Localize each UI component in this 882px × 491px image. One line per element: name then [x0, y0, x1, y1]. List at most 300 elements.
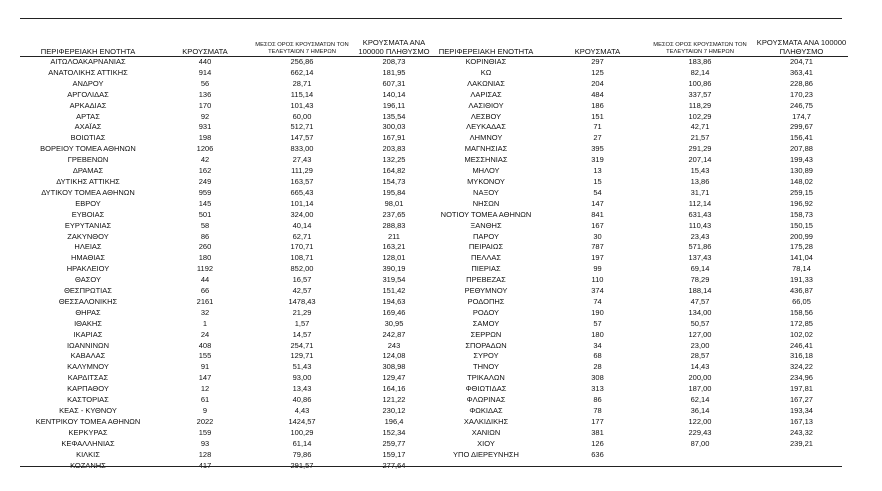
header-avg7: ΜΕΣΟΣ ΟΡΟΣ ΚΡΟΥΣΜΑΤΩΝ ΤΟΝ ΤΕΛΕΥΤΑΙΩΝ 7 ΗΜΕΡΩΝ — [254, 36, 350, 57]
cell-per100k: 158,73 — [790, 209, 813, 219]
table-row — [20, 373, 438, 384]
cell-avg7: 61,14 — [292, 438, 312, 448]
cell-cases: 99 — [593, 264, 602, 274]
cell-avg7: 50,57 — [690, 318, 710, 328]
table-row — [20, 319, 438, 330]
cell-cases: 1206 — [196, 144, 214, 154]
cell-per100k: 324,22 — [790, 362, 813, 372]
cell-cases: 24 — [200, 329, 210, 339]
cell-per100k: 78,14 — [792, 264, 811, 274]
table-row — [20, 351, 438, 362]
cell-cases: 180 — [198, 253, 212, 263]
cell-region: ΘΑΣΟΥ — [75, 275, 101, 285]
cell-region: ΣΑΜΟΥ — [472, 318, 500, 328]
table-row — [422, 188, 848, 199]
cell-avg7: 101,43 — [290, 100, 314, 110]
cell-region: ΠΑΡΟΥ — [472, 231, 499, 241]
table-row — [422, 199, 848, 210]
cell-avg7: 254,71 — [290, 340, 314, 350]
cell-cases: 92 — [200, 111, 210, 121]
cell-region: ΗΡΑΚΛΕΙΟΥ — [66, 264, 110, 274]
cell-per100k: 172,85 — [790, 318, 813, 328]
header-per100k: ΚΡΟΥΣΜΑΤΑ ΑΝΑ 100000 ΠΛΗΘΥΣΜΟ — [350, 36, 438, 57]
table-row — [422, 122, 848, 133]
cell-avg7: 137,43 — [688, 253, 712, 263]
cell-per100k: 102,02 — [790, 329, 813, 339]
cell-region: ΚΕΦΑΛΛΗΝΙΑΣ — [61, 438, 115, 448]
cell-cases: 9 — [202, 406, 208, 415]
cell-avg7: 60,00 — [292, 111, 312, 121]
cell-avg7: 147,57 — [290, 133, 314, 143]
right-table — [422, 36, 848, 461]
cell-per100k: 230,12 — [382, 406, 406, 415]
cell-cases: 2161 — [196, 296, 214, 306]
cell-avg7: 87,00 — [690, 438, 710, 448]
cell-avg7: 101,14 — [290, 198, 314, 208]
cell-region: ΠΕΛΛΑΣ — [470, 253, 502, 263]
right-table-body — [422, 57, 848, 461]
cell-per100k: 124,08 — [382, 351, 406, 361]
cell-region: ΚΕΑΣ - ΚΥΘΝΟΥ — [59, 406, 117, 415]
cell-avg7: 127,00 — [688, 329, 712, 339]
table-row — [422, 232, 848, 243]
cell-per100k: 436,87 — [790, 286, 813, 296]
cell-cases: 787 — [591, 242, 604, 252]
table-row — [422, 275, 848, 286]
cell-cases: 167 — [591, 220, 604, 230]
cell-avg7: 78,29 — [690, 275, 710, 285]
cell-avg7: 15,43 — [690, 166, 710, 176]
cell-per100k: 259,77 — [382, 438, 406, 448]
cell-avg7: 79,86 — [292, 449, 312, 459]
cell-region: ΑΡΓΟΛΙΔΑΣ — [67, 89, 109, 99]
cell-avg7: 833,00 — [290, 144, 314, 154]
cell-per100k: 164,82 — [382, 166, 406, 176]
table-row — [422, 112, 848, 123]
cell-cases: 74 — [593, 296, 602, 306]
cell-avg7: 291,57 — [290, 460, 314, 470]
cell-cases: 313 — [591, 384, 604, 394]
cell-region: ΘΕΣΣΑΛΟΝΙΚΗΣ — [58, 296, 118, 306]
table-row — [422, 166, 848, 177]
cell-region: ΡΟΔΟΠΗΣ — [467, 296, 505, 306]
cell-per100k: 195,84 — [382, 187, 406, 197]
left-table-body — [20, 57, 438, 472]
cell-cases: 1 — [202, 318, 208, 328]
table-row — [422, 210, 848, 221]
table-row — [20, 210, 438, 221]
cell-cases: 126 — [591, 438, 604, 448]
cell-cases: 197 — [591, 253, 604, 263]
cell-region: ΥΠΟ ΔΙΕΡΕΥΝΗΣΗ — [453, 449, 519, 459]
cell-cases: 57 — [593, 318, 602, 328]
cell-per100k: 156,41 — [790, 133, 813, 143]
cell-region: ΝΟΤΙΟΥ ΤΟΜΕΑ ΑΘΗΝΩΝ — [440, 209, 532, 219]
cell-region: ΣΕΡΡΩΝ — [470, 329, 502, 339]
cell-cases: 15 — [593, 176, 602, 186]
table-row — [20, 330, 438, 341]
cell-per100k: 191,33 — [790, 275, 813, 285]
cell-per100k: 234,96 — [790, 373, 813, 383]
cell-avg7: 337,57 — [688, 89, 712, 99]
cell-region: ΒΟΡΕΙΟΥ ΤΟΜΕΑ ΑΘΗΝΩΝ — [40, 144, 136, 154]
cell-per100k: 169,46 — [382, 307, 406, 317]
cell-cases: 54 — [593, 187, 602, 197]
table-row — [20, 177, 438, 188]
cell-region: ΚΕΝΤΡΙΚΟΥ ΤΟΜΕΑ ΑΘΗΝΩΝ — [35, 416, 141, 426]
cell-cases: 68 — [593, 351, 602, 361]
cell-region: ΜΕΣΣΗΝΙΑΣ — [464, 155, 508, 165]
cell-avg7: 170,71 — [290, 242, 314, 252]
cell-per100k: 121,22 — [382, 395, 406, 405]
header-region: ΠΕΡΙΦΕΡΕΙΑΚΗ ΕΝΟΤΗΤΑ — [422, 36, 550, 57]
cell-per100k: 308,98 — [382, 362, 406, 372]
cell-region: ΛΑΣΙΘΙΟΥ — [468, 100, 504, 110]
table-row — [20, 133, 438, 144]
table-row — [20, 144, 438, 155]
cell-cases: 260 — [198, 242, 212, 252]
bottom-rule — [20, 466, 842, 467]
cell-per100k: 211 — [388, 231, 400, 241]
cell-per100k: 181,95 — [382, 67, 406, 77]
cell-region: ΕΥΡΥΤΑΝΙΑΣ — [64, 220, 112, 230]
cell-per100k: 228,86 — [790, 78, 813, 88]
cell-avg7: 21,57 — [690, 133, 710, 143]
cell-per100k: 148,02 — [790, 176, 813, 186]
cell-region: ΚΑΛΥΜΝΟΥ — [67, 362, 109, 372]
cell-region: ΚΙΛΚΙΣ — [76, 449, 100, 459]
cell-per100k: 167,27 — [790, 395, 813, 405]
cell-cases: 162 — [198, 166, 212, 176]
cell-per100k: 208,73 — [382, 57, 406, 66]
cell-cases: 408 — [198, 340, 212, 350]
cell-avg7: 1,57 — [294, 318, 310, 328]
cell-region: ΘΗΡΑΣ — [75, 307, 101, 317]
table-row — [20, 417, 438, 428]
cell-region: ΑΡΚΑΔΙΑΣ — [69, 100, 107, 110]
cell-avg7: 16,57 — [292, 275, 312, 285]
cell-per100k: 193,34 — [790, 406, 813, 415]
cell-avg7: 122,00 — [688, 416, 712, 426]
cell-region: ΔΥΤΙΚΗΣ ΑΤΤΙΚΗΣ — [56, 176, 120, 186]
table-row — [20, 439, 438, 450]
cell-per100k: 196,11 — [382, 100, 406, 110]
cell-avg7: 4,43 — [294, 406, 310, 415]
cell-cases: 86 — [200, 231, 210, 241]
cell-per100k: 259,15 — [790, 187, 813, 197]
cell-cases: 58 — [200, 220, 210, 230]
cell-per100k: 196,92 — [790, 198, 813, 208]
cell-region: ΚΟΖΑΝΗΣ — [70, 460, 106, 470]
cell-avg7: 69,14 — [690, 264, 710, 274]
table-row — [422, 68, 848, 79]
cell-cases: 147 — [198, 373, 212, 383]
cell-cases: 91 — [200, 362, 210, 372]
cell-avg7: 40,14 — [292, 220, 312, 230]
table-row — [422, 155, 848, 166]
table-row — [20, 406, 438, 417]
table-row — [20, 79, 438, 90]
cell-avg7: 631,43 — [688, 209, 712, 219]
cell-avg7: 42,71 — [690, 122, 710, 132]
cell-region: ΑΝΑΤΟΛΙΚΗΣ ΑΤΤΙΚΗΣ — [48, 67, 128, 77]
cell-avg7: 100,29 — [290, 427, 314, 437]
cell-avg7: 13,43 — [292, 384, 312, 394]
cell-region: ΔΥΤΙΚΟΥ ΤΟΜΕΑ ΑΘΗΝΩΝ — [41, 187, 135, 197]
cell-region: ΒΟΙΩΤΙΑΣ — [70, 133, 106, 143]
cell-cases: 66 — [200, 286, 210, 296]
cell-cases: 27 — [593, 133, 602, 143]
cell-avg7: 1424,57 — [288, 416, 316, 426]
cell-cases: 190 — [591, 307, 604, 317]
cell-cases: 636 — [591, 449, 604, 459]
cell-cases: 170 — [198, 100, 212, 110]
cell-region: ΚΕΡΚΥΡΑΣ — [68, 427, 108, 437]
table-row — [20, 275, 438, 286]
cell-region: ΚΑΣΤΟΡΙΑΣ — [67, 395, 109, 405]
cell-per100k: 243,32 — [790, 427, 813, 437]
cell-region: ΦΘΙΩΤΙΔΑΣ — [465, 384, 507, 394]
cell-region: ΗΜΑΘΙΑΣ — [70, 253, 106, 263]
cell-per100k: 175,28 — [790, 242, 813, 252]
cell-per100k: 200,99 — [790, 231, 813, 241]
cell-avg7: 129,71 — [290, 351, 314, 361]
cell-per100k: 132,25 — [382, 155, 406, 165]
cell-avg7: 115,14 — [290, 89, 314, 99]
cell-per100k: 158,56 — [790, 307, 813, 317]
cell-cases: 159 — [198, 427, 212, 437]
cell-per100k: 242,87 — [382, 329, 406, 339]
cell-per100k: 98,01 — [384, 198, 404, 208]
cell-region: ΗΛΕΙΑΣ — [74, 242, 102, 252]
top-rule — [20, 18, 842, 19]
table-row — [20, 155, 438, 166]
cell-region: ΙΚΑΡΙΑΣ — [73, 329, 103, 339]
cell-per100k: 237,65 — [382, 209, 406, 219]
left-table — [20, 36, 438, 471]
cell-avg7: 62,71 — [292, 231, 312, 241]
cell-cases: 42 — [200, 155, 210, 165]
cell-avg7: 100,86 — [688, 78, 712, 88]
table-row — [422, 79, 848, 90]
cell-cases: 374 — [591, 286, 604, 296]
cell-cases: 186 — [591, 100, 604, 110]
table-row — [422, 450, 848, 461]
table-row — [20, 188, 438, 199]
cell-avg7: 27,43 — [292, 155, 312, 165]
table-row — [422, 362, 848, 373]
table-row — [422, 133, 848, 144]
table-row — [20, 221, 438, 232]
cell-region: ΣΥΡΟΥ — [473, 351, 499, 361]
cell-per100k: 316,18 — [790, 351, 813, 361]
cell-cases: 931 — [198, 122, 212, 132]
cell-avg7: 188,14 — [688, 286, 712, 296]
table-row — [20, 308, 438, 319]
cell-region: ΠΡΕΒΕΖΑΣ — [466, 275, 506, 285]
cell-cases: 180 — [591, 329, 604, 339]
cell-per100k: 141,04 — [790, 253, 813, 263]
cell-per100k: 196,4 — [384, 416, 404, 426]
cell-per100k: 246,75 — [790, 100, 813, 110]
table-row — [422, 286, 848, 297]
table-row — [422, 264, 848, 275]
cell-per100k: 167,13 — [790, 416, 813, 426]
cell-per100k: 243 — [387, 340, 401, 350]
cell-per100k: 66,05 — [792, 296, 811, 306]
cell-per100k: 199,43 — [790, 155, 813, 165]
cell-region: ΓΡΕΒΕΝΩΝ — [67, 155, 109, 165]
cell-cases: 61 — [200, 395, 210, 405]
cell-per100k: 299,67 — [790, 122, 813, 132]
cell-cases: 28 — [593, 362, 602, 372]
cell-per100k: 130,89 — [790, 166, 813, 176]
table-row — [422, 428, 848, 439]
table-row — [20, 57, 438, 68]
cell-region: ΛΑΚΩΝΙΑΣ — [467, 78, 505, 88]
table-row — [20, 68, 438, 79]
cell-per100k: 135,54 — [382, 111, 406, 121]
cell-avg7: 207,14 — [688, 155, 712, 165]
cell-avg7: 229,43 — [688, 427, 712, 437]
cell-per100k: 163,21 — [382, 242, 406, 252]
table-row — [20, 341, 438, 352]
cell-avg7: 111,29 — [291, 166, 313, 176]
cell-cases: 308 — [591, 373, 604, 383]
cell-region: ΧΑΝΙΩΝ — [471, 427, 501, 437]
table-row — [422, 297, 848, 308]
cell-per100k — [755, 450, 848, 461]
cell-avg7: 852,00 — [290, 264, 314, 274]
cell-cases: 440 — [198, 57, 212, 66]
cell-region: ΛΕΣΒΟΥ — [470, 111, 502, 121]
cell-per100k: 170,23 — [790, 89, 813, 99]
cell-per100k: 30,95 — [384, 318, 404, 328]
cell-cases: 204 — [591, 78, 604, 88]
table-row — [20, 166, 438, 177]
header-region: ΠΕΡΙΦΕΡΕΙΑΚΗ ΕΝΟΤΗΤΑ — [20, 36, 156, 57]
cell-avg7: 31,71 — [690, 187, 710, 197]
cell-region: ΔΡΑΜΑΣ — [72, 166, 104, 176]
cell-cases: 71 — [593, 122, 602, 132]
cell-per100k: 239,21 — [790, 438, 813, 448]
cell-region: ΧΑΛΚΙΔΙΚΗΣ — [463, 416, 509, 426]
cell-per100k: 150,15 — [790, 220, 813, 230]
cell-region: ΛΕΥΚΑΔΑΣ — [466, 122, 506, 132]
table-row — [20, 264, 438, 275]
cell-avg7: 93,00 — [292, 373, 312, 383]
cell-avg7: 82,14 — [690, 67, 710, 77]
cell-avg7: 47,57 — [690, 296, 710, 306]
cell-avg7: 183,86 — [688, 57, 712, 66]
cell-per100k: 197,81 — [790, 384, 813, 394]
cell-region: ΑΙΤΩΛΟΑΚΑΡΝΑΝΙΑΣ — [50, 57, 126, 66]
cell-region: ΡΕΘΥΜΝΟΥ — [464, 286, 508, 296]
cell-per100k: 151,42 — [382, 286, 406, 296]
cell-region: ΤΡΙΚΑΛΩΝ — [467, 373, 505, 383]
cell-cases: 125 — [591, 67, 604, 77]
cell-cases: 12 — [200, 384, 210, 394]
cell-per100k: 164,16 — [382, 384, 406, 394]
cell-per100k: 159,17 — [382, 449, 406, 459]
cell-avg7: 134,00 — [688, 307, 712, 317]
table-row — [20, 450, 438, 461]
cell-region: ΙΩΑΝΝΙΝΩΝ — [66, 340, 110, 350]
table-row — [20, 395, 438, 406]
cell-cases: 198 — [198, 133, 212, 143]
cell-avg7: 512,71 — [290, 122, 314, 132]
table-row — [422, 319, 848, 330]
cell-avg7: 112,14 — [688, 198, 712, 208]
cell-cases: 959 — [198, 187, 212, 197]
cell-avg7: 662,14 — [290, 67, 314, 77]
cell-region: ΜΥΚΟΝΟΥ — [467, 176, 505, 186]
cell-avg7: 21,29 — [292, 307, 312, 317]
table-row — [20, 90, 438, 101]
cell-cases: 297 — [591, 57, 604, 66]
cell-per100k: 288,83 — [382, 220, 406, 230]
table-row — [20, 286, 438, 297]
table-row — [422, 439, 848, 450]
cell-avg7: 23,43 — [690, 231, 710, 241]
cell-region: ΑΝΔΡΟΥ — [72, 78, 104, 88]
cell-avg7: 1478,43 — [288, 296, 316, 306]
table-row — [20, 362, 438, 373]
cell-per100k: 319,54 — [382, 275, 406, 285]
table-row — [422, 395, 848, 406]
cell-region: ΣΠΟΡΑΔΩΝ — [465, 340, 507, 350]
cell-per100k: 140,14 — [382, 89, 406, 99]
table-row — [422, 406, 848, 417]
cell-cases: 136 — [198, 89, 212, 99]
table-row — [20, 101, 438, 112]
cell-per100k: 194,63 — [382, 296, 406, 306]
cell-avg7: 163,57 — [290, 176, 314, 186]
cell-region: ΡΟΔΟΥ — [472, 307, 500, 317]
cell-avg7: 13,86 — [690, 176, 710, 186]
cell-region: ΜΑΓΝΗΣΙΑΣ — [464, 144, 508, 154]
cell-region: ΤΗΝΟΥ — [472, 362, 499, 372]
table-row — [422, 253, 848, 264]
cell-avg7: 14,57 — [292, 329, 312, 339]
cell-region: ΚΩ — [480, 67, 492, 77]
cell-per100k: 277,64 — [382, 460, 406, 470]
cell-cases: 484 — [591, 89, 604, 99]
cell-per100k: 207,88 — [790, 144, 813, 154]
table-row — [20, 253, 438, 264]
table-row — [422, 221, 848, 232]
cell-cases: 395 — [591, 144, 604, 154]
cell-region: ΚΑΡΔΙΤΣΑΣ — [67, 373, 109, 383]
cell-region: ΠΕΙΡΑΙΩΣ — [468, 242, 504, 252]
table-row — [20, 199, 438, 210]
cell-cases: 501 — [198, 209, 212, 219]
cell-region: ΚΟΡΙΝΘΙΑΣ — [465, 57, 507, 66]
cell-region: ΦΩΚΙΔΑΣ — [469, 406, 503, 415]
cell-cases: 32 — [200, 307, 210, 317]
cell-avg7: 28,71 — [292, 78, 312, 88]
table-row — [422, 417, 848, 428]
cell-cases: 56 — [200, 78, 210, 88]
cell-cases: 151 — [591, 111, 604, 121]
table-row — [422, 308, 848, 319]
cell-cases: 319 — [591, 155, 604, 165]
cell-region: ΕΒΡΟΥ — [75, 198, 101, 208]
header-per100k: ΚΡΟΥΣΜΑΤΑ ΑΝΑ 100000 ΠΛΗΘΥΣΜΟ — [756, 38, 847, 56]
cell-region: ΞΑΝΘΗΣ — [470, 220, 502, 230]
table-row — [20, 232, 438, 243]
cell-avg7: 40,86 — [292, 395, 312, 405]
